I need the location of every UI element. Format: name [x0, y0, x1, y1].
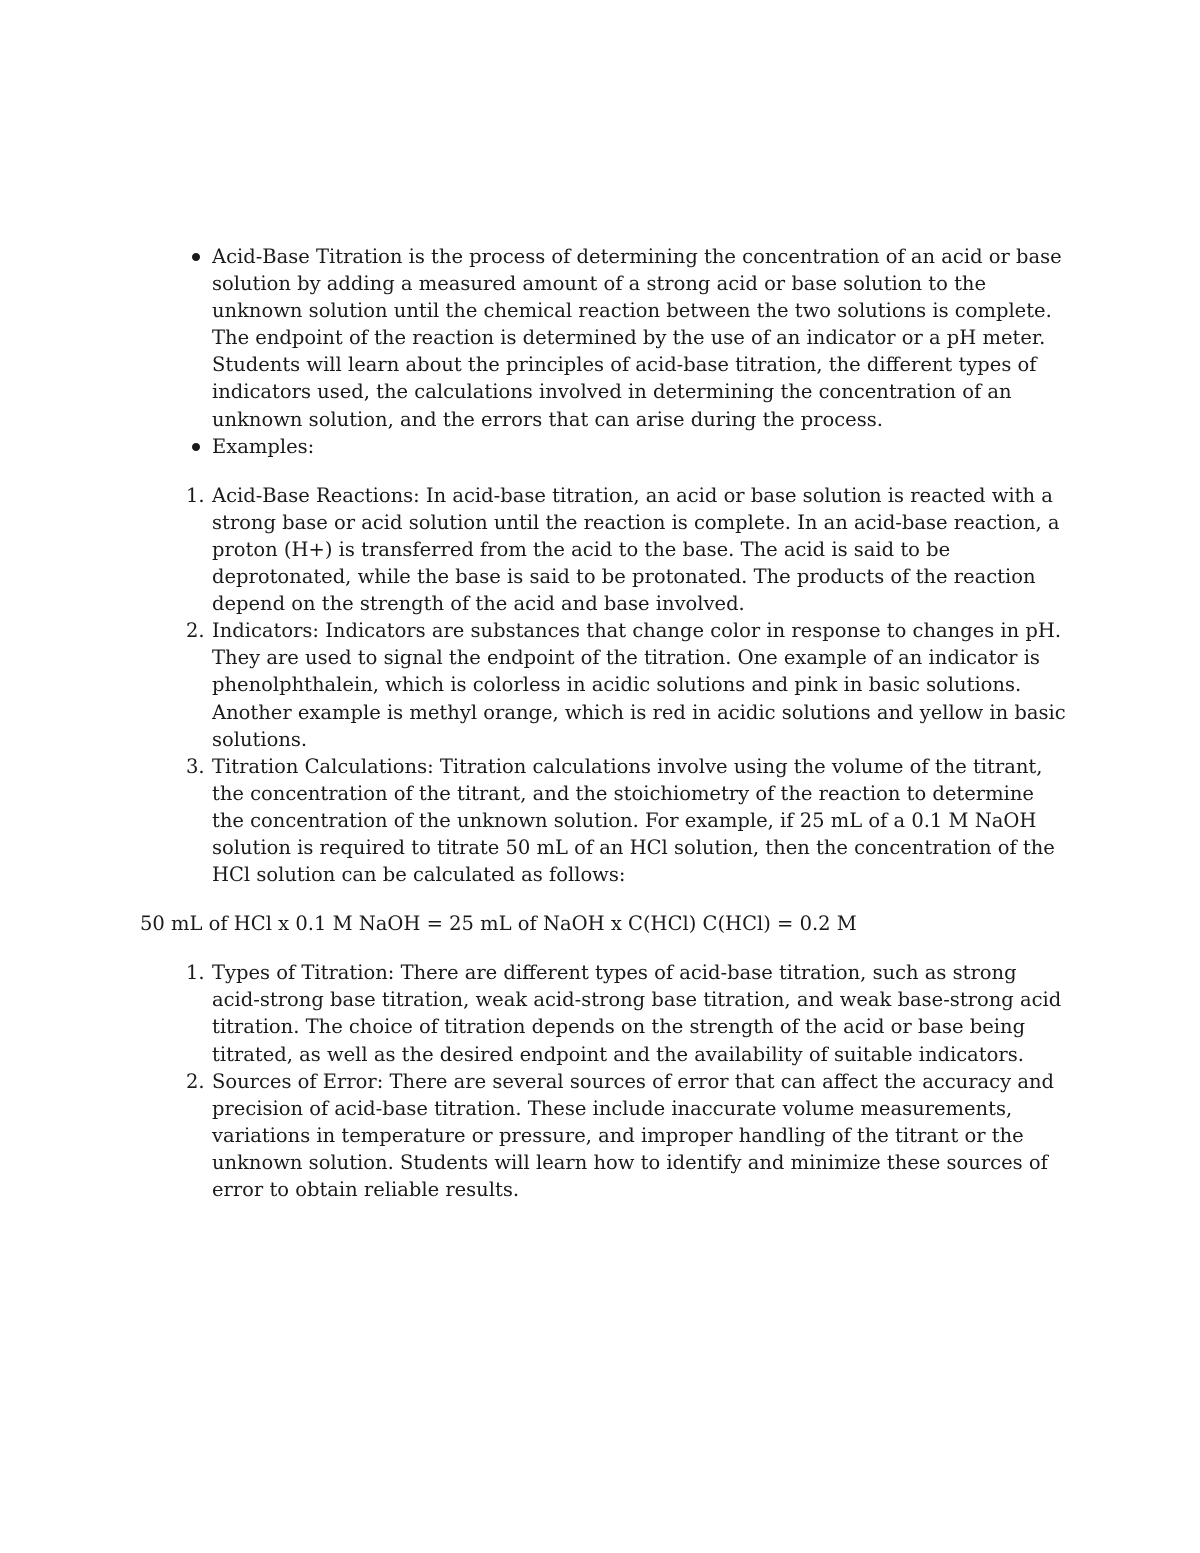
list-number: 1.: [186, 961, 205, 985]
bullet-dot-icon: [192, 253, 200, 261]
list-text: Sources of Error: There are several sources of error that can affect the accuracy and precision of acid-base titration. These include inaccurate volume measurements, variations in temperature or pressure, and improper handling of the titrant or the unknown solution. Students will learn how to identify and minimize these sources of error to obtain reliable results.: [212, 1069, 1054, 1201]
bullet-item-definition: [212, 243, 1070, 433]
list-text: Types of Titration: There are different types of acid-base titration, such as strong acid-strong base titration, weak acid-strong base titration, and weak base-strong acid titration. The choice of titration depends on the strength of the acid or base being titrated, as well as the desired endpoint and the availability of suitable indicators.: [212, 961, 1062, 1066]
list-text: Titration Calculations: Titration calculations involve using the volume of the titrant, the concentration of the titrant, and the stoichiometry of the reaction to determine the concentration of the unknown solution. For example, if 25 mL of a 0.1 M NaOH solution is required to titrate 50 mL of an HCl solution, then the concentration of the HCl solution can be calculated as follows:: [212, 754, 1055, 887]
examples-list: [140, 482, 1070, 888]
bullet-dot-icon: [192, 443, 200, 451]
list-item: [186, 617, 1070, 752]
list-item: [186, 753, 1070, 888]
calculation-formula: 50 mL of HCl x 0.1 M NaOH = 25 mL of NaOH x C(HCl) C(HCl) = 0.2 M: [140, 912, 857, 936]
list-text: Acid-Base Reactions: In acid-base titration, an acid or base solution is reacted with a strong base or acid solution until the reaction is complete. In an acid-base reaction, a proton (H+) is transferred from the acid to the base. The acid is said to be deprotonated, while the base is said to be protonated. The products of the reaction depend on the strength of the acid and base involved.: [212, 483, 1060, 616]
list-number: 1.: [186, 483, 205, 507]
topics-list: [140, 959, 1070, 1203]
list-item: [186, 959, 1070, 1067]
document-body: [140, 243, 1070, 1203]
list-number: 3.: [186, 754, 205, 778]
list-item: [186, 482, 1070, 617]
list-text: Indicators: Indicators are substances that change color in response to changes in pH. They are used to signal the endpoint of the titration. One example of an indicator is phenolphthalein, which is colorless in acidic solutions and pink in basic solutions. Another example is methyl orange, which is red in acidic solutions and yellow in basic solutions.: [212, 619, 1066, 751]
bullet-item-examples: [212, 433, 1070, 460]
bullet-text: Acid-Base Titration is the process of determining the concentration of an acid or base solution by adding a measured amount of a strong acid or base solution to the unknown solution until the chemical reaction between the two solutions is complete. The endpoint of the reaction is determined by the use of an indicator or a pH meter. Students will learn about the principles of acid-base titration, the different types of indicators used, the calculations involved in determining the concentration of an unknown solution, and the errors that can arise during the process.: [212, 245, 1062, 431]
bullet-list: [140, 243, 1070, 460]
list-number: 2.: [186, 619, 205, 643]
list-number: 2.: [186, 1069, 205, 1093]
list-item: [186, 1068, 1070, 1203]
bullet-text: Examples:: [212, 434, 315, 458]
